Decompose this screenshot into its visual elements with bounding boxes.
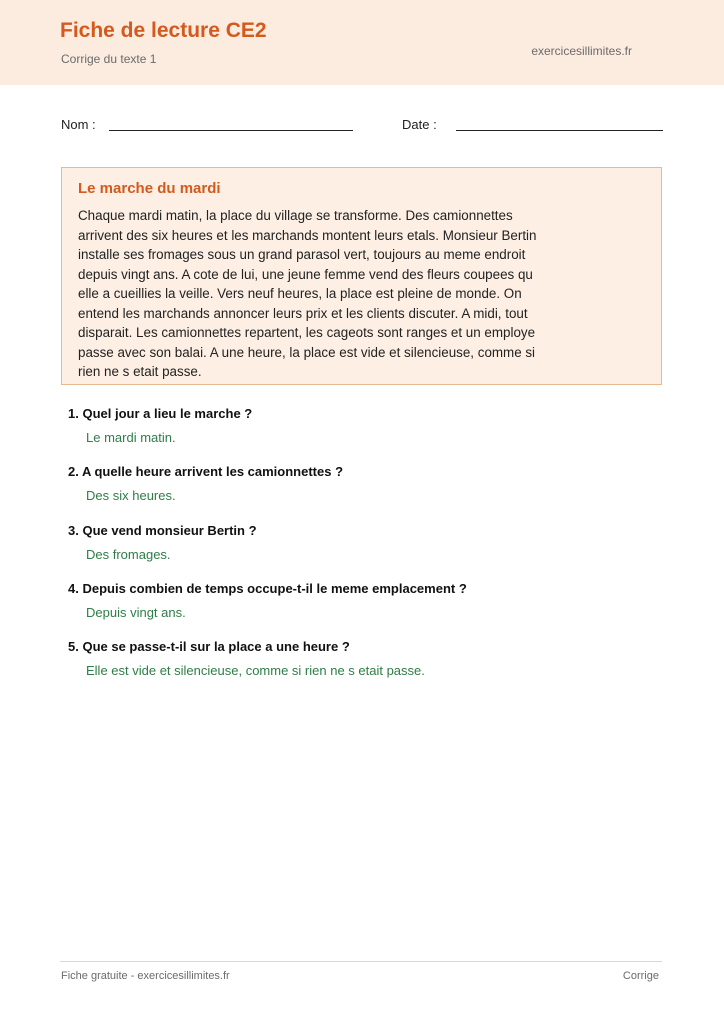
page-subtitle: Corrige du texte 1 <box>61 52 157 66</box>
question-text: 3. Que vend monsieur Bertin ? <box>68 523 257 538</box>
answer-text: Le mardi matin. <box>86 430 176 445</box>
date-field[interactable] <box>456 130 663 131</box>
question-item <box>68 639 425 678</box>
footer-label: Corrige <box>622 970 659 982</box>
question-text: 2. A quelle heure arrivent les camionnettes ? <box>68 464 344 479</box>
footer-source: Fiche gratuite - exercicesillimites.fr <box>61 970 230 982</box>
question-text: 1. Quel jour a lieu le marche ? <box>68 406 253 421</box>
question-text: 5. Que se passe-t-il sur la place a une heure ? <box>68 639 350 654</box>
answer-text: Des six heures. <box>86 488 176 503</box>
page-title: Fiche de lecture CE2 <box>60 19 267 42</box>
date-label: Date : <box>402 117 437 132</box>
answer-text: Elle est vide et silencieuse, comme si rien ne s etait passe. <box>86 663 425 678</box>
footer-divider <box>60 961 662 962</box>
question-item <box>68 464 343 503</box>
story-box <box>61 167 662 385</box>
page-header <box>0 0 724 85</box>
site-name: exercicesillimites.fr <box>531 44 632 58</box>
question-item <box>68 406 252 445</box>
question-item <box>68 523 257 562</box>
story-title: Le marche du mardi <box>78 180 221 197</box>
answer-text: Depuis vingt ans. <box>86 605 186 620</box>
question-text: 4. Depuis combien de temps occupe-t-il le meme emplacement ? <box>68 581 467 596</box>
name-label: Nom : <box>61 117 96 132</box>
name-field[interactable] <box>109 130 353 131</box>
question-item <box>68 581 467 620</box>
answer-text: Des fromages. <box>86 547 171 562</box>
story-text: Chaque mardi matin, la place du village se transforme. Des camionnettes arrivent des six heures et les marchands montent leurs etals. Monsieur Bertin installe ses fromages sous un grand parasol vert, toujours au meme endroit depuis vingt ans. A cote de lui, une jeune femme vend des fleurs coupees qu elle a cueillies la veille. Vers neuf heures, la place est pleine de monde. On entend les marchands annoncer leurs prix et les clients discuter. A midi, tout disparait. Les camionnettes repartent, les cageots sont ranges et un employe passe avec son balai. A une heure, la place est vide et silencieuse, comme si rien ne s etait passe. <box>78 208 537 379</box>
